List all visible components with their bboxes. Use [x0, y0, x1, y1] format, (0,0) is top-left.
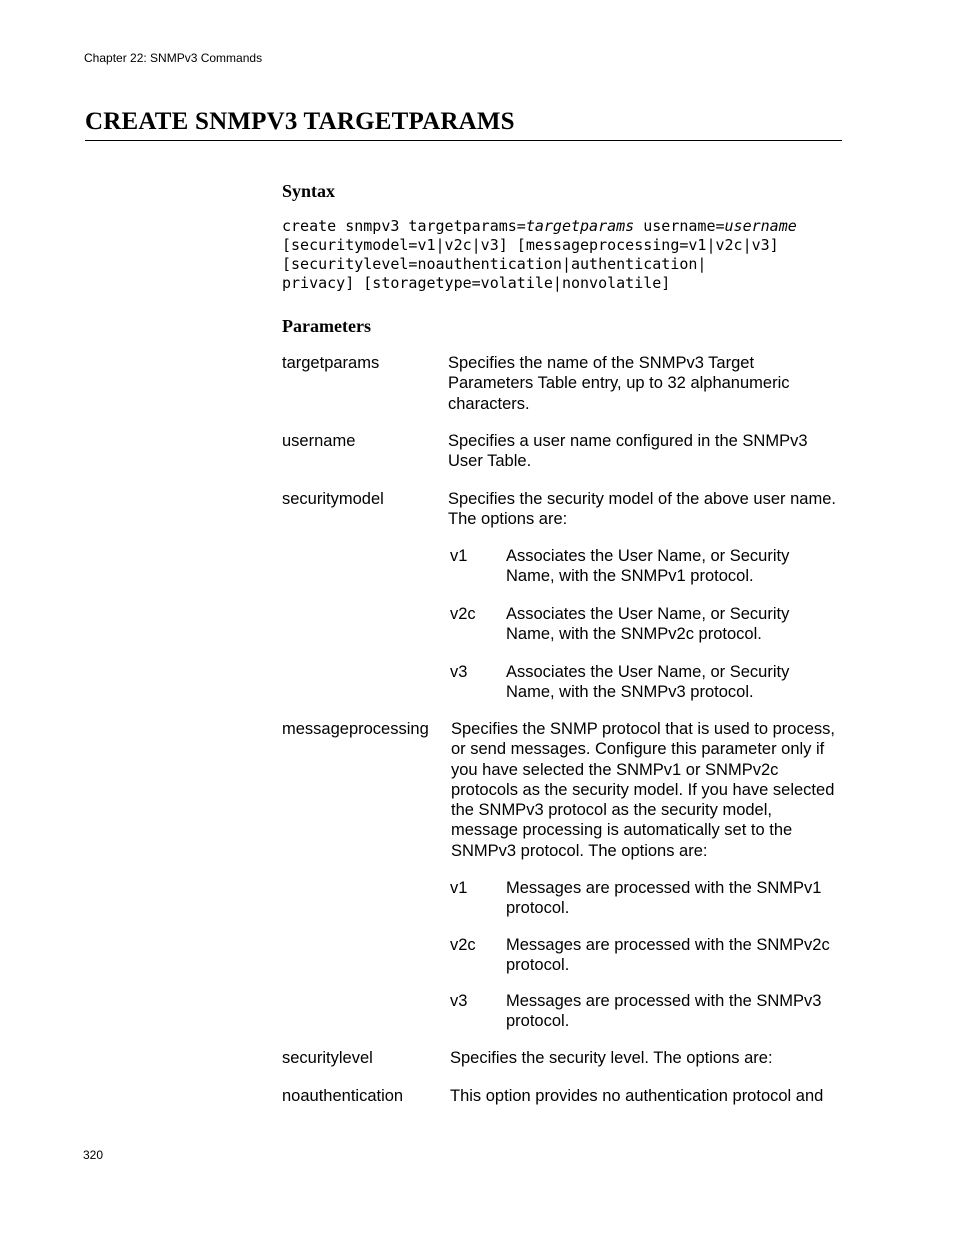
securitymodel-option-v1-desc: Associates the User Name, or Security Name, with the SNMPv1 protocol.: [506, 547, 790, 586]
syntax-heading: Syntax: [282, 181, 336, 201]
title-underline: [85, 140, 842, 141]
syntax-line-4: privacy] [storagetype=volatile|nonvolatile]: [282, 274, 671, 292]
messageprocessing-option-v1-desc: Messages are processed with the SNMPv1 protocol.: [506, 879, 822, 918]
param-term-securitylevel: securitylevel: [282, 1049, 373, 1067]
param-term-username: username: [282, 432, 356, 450]
syntax-username-var: username: [724, 217, 797, 235]
syntax-command: create snmpv3 targetparams=: [282, 217, 526, 235]
messageprocessing-option-v2c-desc: Messages are processed with the SNMPv2c protocol.: [506, 936, 830, 975]
messageprocessing-option-v3: v3: [450, 992, 468, 1010]
param-desc-securitymodel: Specifies the security model of the above user name. The options are:: [448, 490, 836, 529]
param-desc-targetparams: Specifies the name of the SNMPv3 Target Parameters Table entry, up to 32 alphanumeric characters.: [448, 354, 790, 413]
syntax-line-1: [282, 217, 852, 236]
param-term-securitymodel: securitymodel: [282, 490, 384, 508]
securitymodel-option-v3-desc: Associates the User Name, or Security Name, with the SNMPv3 protocol.: [506, 663, 790, 702]
securitymodel-option-v2c-desc: Associates the User Name, or Security Name, with the SNMPv2c protocol.: [506, 605, 790, 644]
param-term-messageprocessing: messageprocessing: [282, 720, 429, 738]
messageprocessing-option-v3-desc: Messages are processed with the SNMPv3 protocol.: [506, 992, 822, 1031]
syntax-username-key: username=: [634, 217, 725, 235]
syntax-targetparams-var: targetparams: [525, 217, 635, 235]
param-desc-securitylevel: Specifies the security level. The options are:: [450, 1049, 773, 1067]
param-term-noauthentication: noauthentication: [282, 1087, 404, 1105]
syntax-block: [282, 217, 852, 293]
parameters-heading: Parameters: [282, 316, 371, 336]
syntax-line-3: [securitylevel=noauthentication|authentication|: [282, 255, 707, 273]
page-number: 320: [83, 1148, 104, 1162]
param-desc-messageprocessing: Specifies the SNMP protocol that is used to process, or send messages. Configure this parameter only if you have selected the SNMPv1 or SNMPv2c protocols as the security model. If you have selected the SNMPv3 protocol as the security model, message processing is automatically set to the SNMPv3 protocol. The options are:: [451, 720, 835, 860]
securitymodel-option-v3: v3: [450, 663, 468, 681]
securitymodel-option-v2c: v2c: [450, 605, 476, 623]
messageprocessing-option-v1: v1: [450, 879, 468, 897]
securitymodel-option-v1: v1: [450, 547, 468, 565]
running-header: Chapter 22: SNMPv3 Commands: [84, 51, 263, 65]
param-desc-noauthentication: This option provides no authentication protocol and: [450, 1087, 824, 1105]
messageprocessing-option-v2c: v2c: [450, 936, 476, 954]
page-title: CREATE SNMPV3 TARGETPARAMS: [85, 108, 515, 135]
param-desc-username: Specifies a user name configured in the SNMPv3 User Table.: [448, 432, 808, 471]
param-term-targetparams: targetparams: [282, 354, 380, 372]
syntax-line-2: [securitymodel=v1|v2c|v3] [messageprocessing=v1|v2c|v3]: [282, 236, 779, 254]
